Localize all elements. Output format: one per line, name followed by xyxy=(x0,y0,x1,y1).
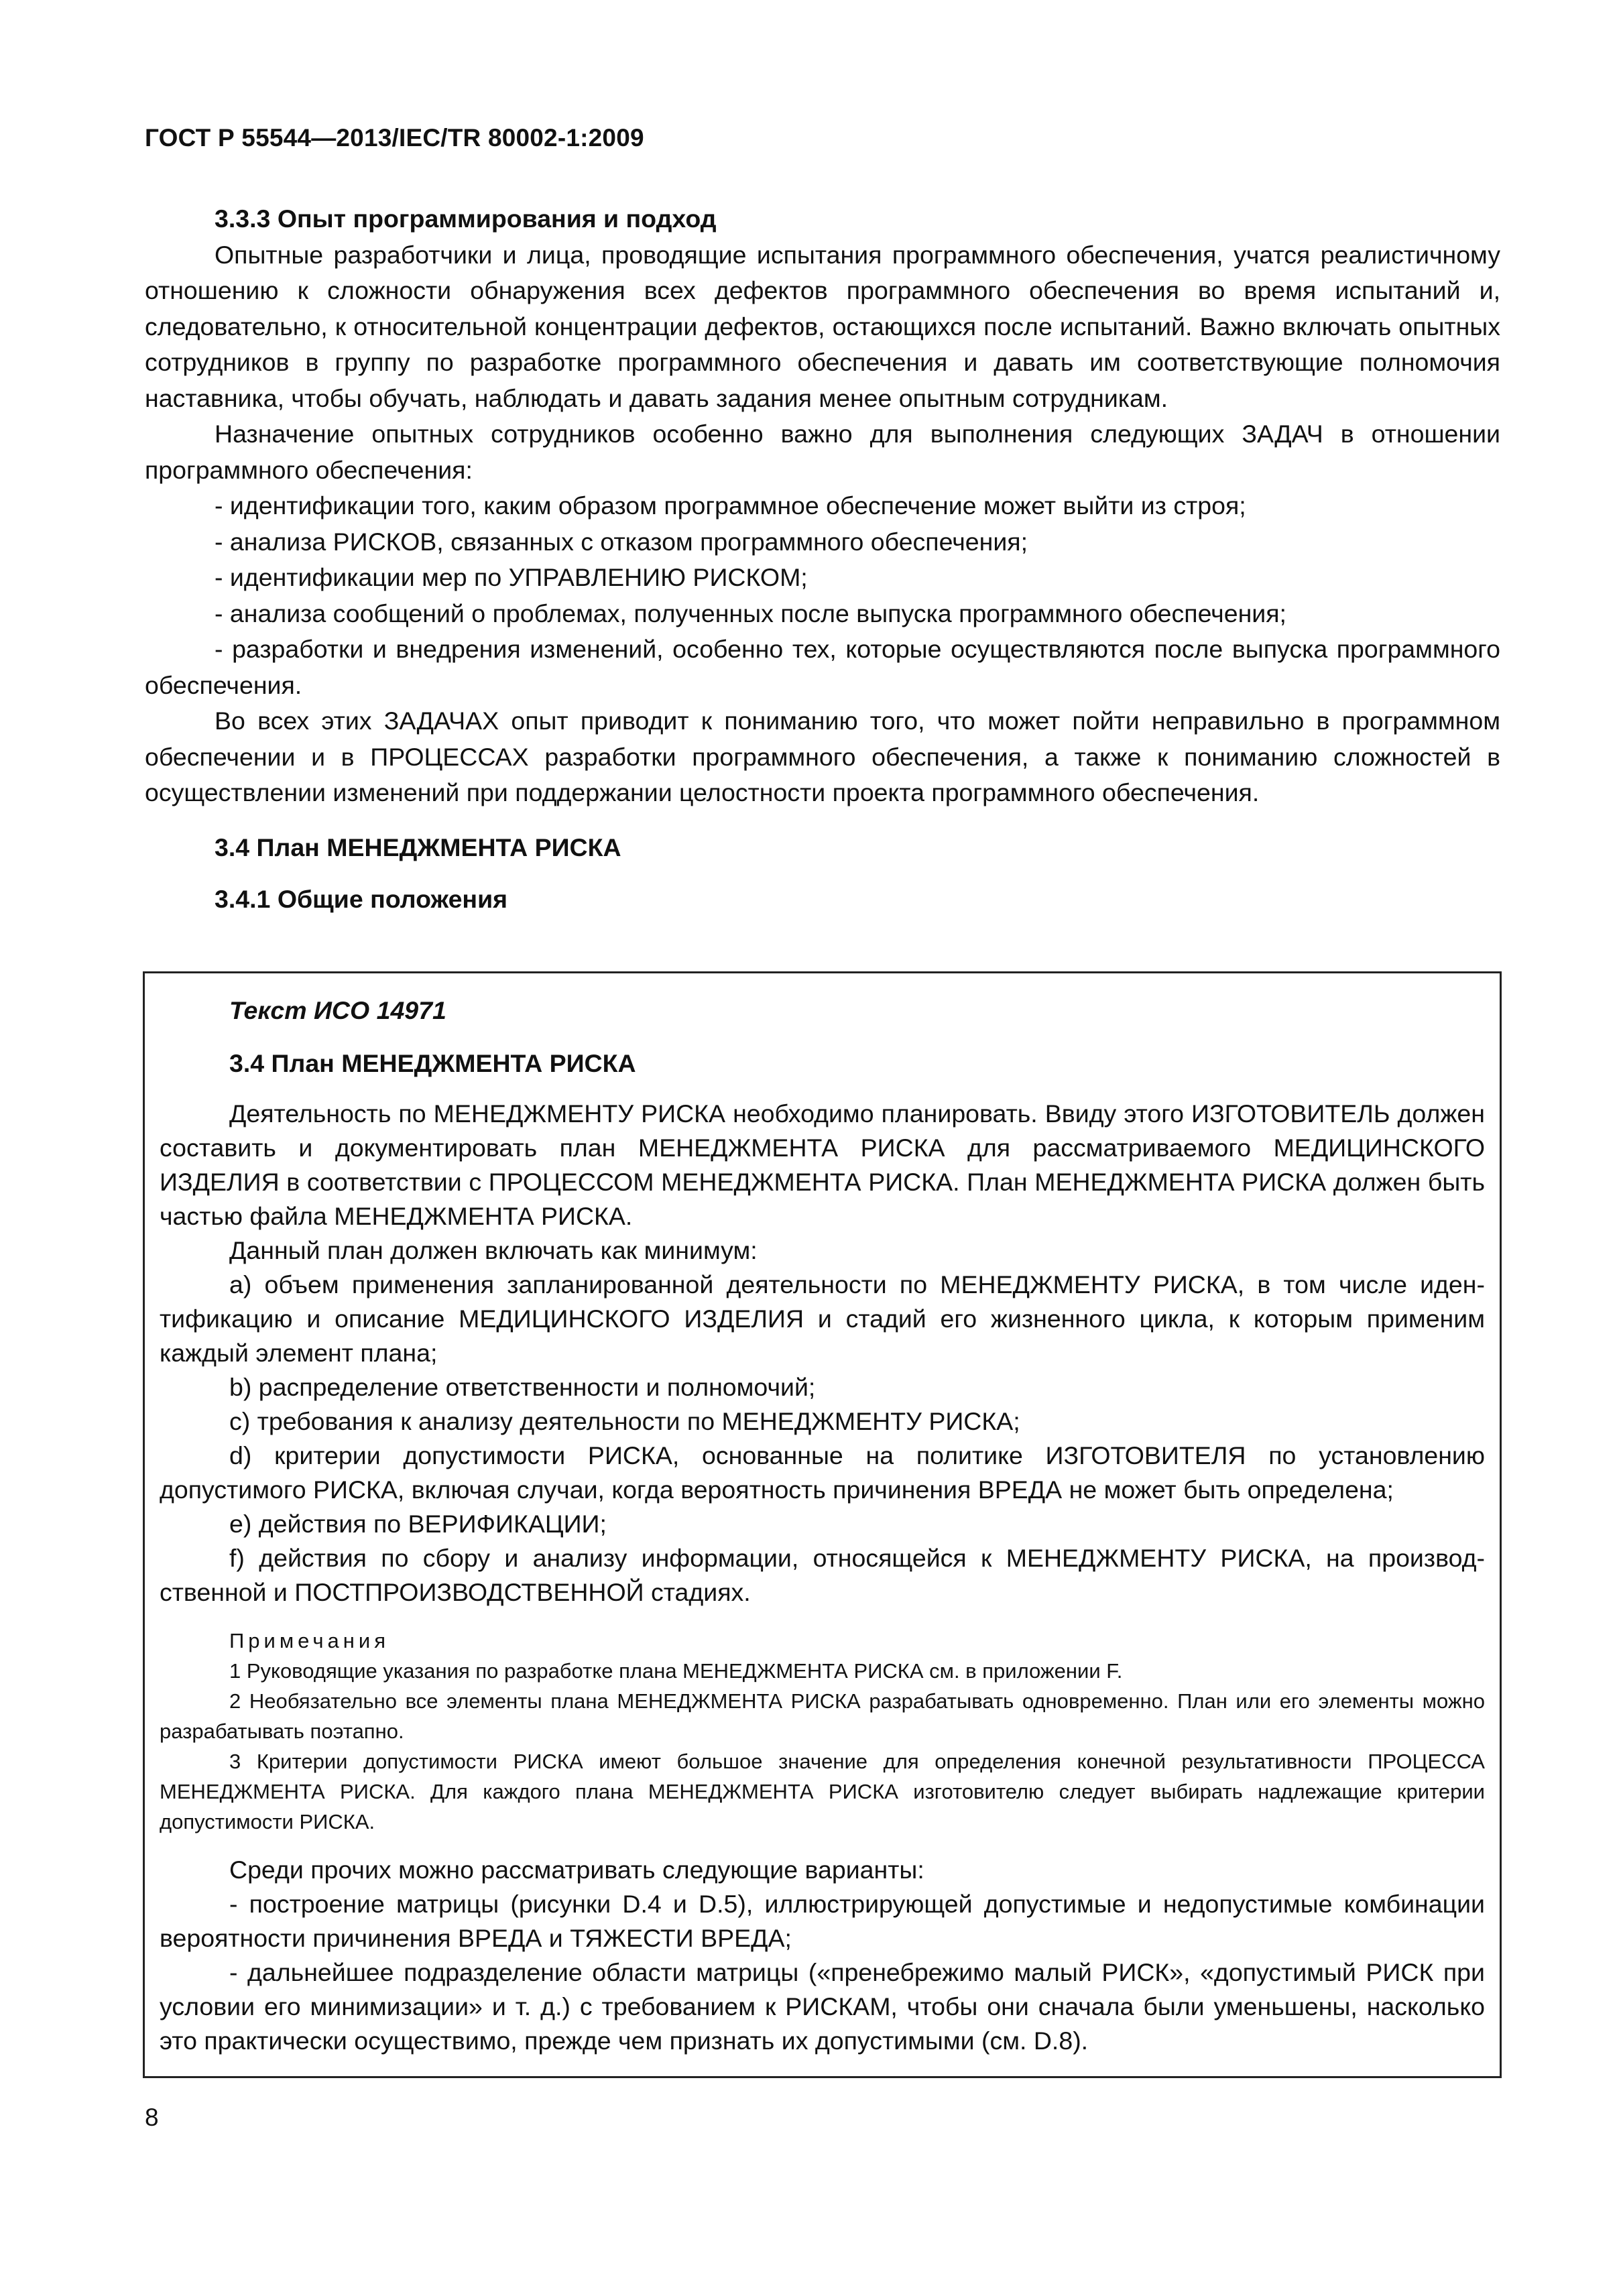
box-label: Текст ИСО 14971 xyxy=(229,996,446,1024)
box-paragraph: Деятельность по МЕНЕДЖМЕНТУ РИСКА необходимо планировать. Ввиду этого ИЗГОТОВИТЕЛЬ должен составить и документировать план МЕНЕДЖМЕНТА РИСКА для рассматриваемого МЕДИЦИНСКОГО ИЗДЕЛИЯ в соответствии с ПРОЦЕССОМ МЕНЕДЖМЕНТА РИСКА. План МЕНЕДЖМЕНТА РИСКА должен быть частью файла МЕНЕДЖМЕНТА РИСКА. xyxy=(160,1099,1485,1230)
box-paragraph: Среди прочих можно рассматривать следующие варианты: xyxy=(229,1856,924,1884)
section-heading-3-3-3: 3.3.3 Опыт программирования и подход xyxy=(215,204,717,233)
box-paragraph: Данный план должен включать как минимум: xyxy=(229,1236,758,1264)
list-item: - анализа РИСКОВ, связанных с отказом программного обеспечения; xyxy=(215,527,1028,556)
section-heading-3-4: 3.4 План МЕНЕДЖМЕНТА РИСКА xyxy=(215,833,621,861)
note-item: 3 Критерии допустимости РИСКА имеют большое значение для определения конечной результативности ПРОЦЕССА МЕНЕДЖМЕНТА РИСКА. Для каждого плана МЕНЕДЖМЕНТА РИСКА изготовителю следует выбирать надлежащие критерии допустимости РИСКА. xyxy=(160,1750,1485,1833)
box-option-item: - построение матрицы (рисунки D.4 и D.5), иллюстрирующей допустимые и недопустимые комбинации вероятности причинения ВРЕДА и ТЯЖЕСТИ ВРЕДА; xyxy=(160,1890,1485,1952)
document-header: ГОСТ Р 55544—2013/IEC/TR 80002-1:2009 xyxy=(145,124,644,152)
box-list-item: e) действия по ВЕРИФИКАЦИИ; xyxy=(229,1510,607,1538)
main-content xyxy=(145,201,1500,918)
box-option-item: - дальнейшее подразделение области матрицы («пренебрежимо малый РИСК», «допустимый РИСК при условии его минимизации» и т. д.) с требованием к РИСКАМ, чтобы они сначала были уменьшены, насколько это практически осуществимо, прежде чем признать их допустимыми (см. D.8). xyxy=(160,1958,1485,2055)
section-heading-3-4-1: 3.4.1 Общие положения xyxy=(215,885,508,913)
note-item: 1 Руководящие указания по разработке плана МЕНЕДЖМЕНТА РИСКА см. в приложении F. xyxy=(229,1659,1123,1683)
list-item: - анализа сообщений о проблемах, полученных после выпуска программного обеспечения; xyxy=(215,599,1286,627)
box-heading: 3.4 План МЕНЕДЖМЕНТА РИСКА xyxy=(229,1049,636,1077)
box-list-item: d) критерии допустимости РИСКА, основанные на политике ИЗГОТОВИТЕЛЯ по установлению допустимого РИСКА, включая случаи, когда вероятность причинения ВРЕДА не может быть определена; xyxy=(160,1441,1485,1504)
box-list-item: a) объем применения запланированной деятельности по МЕНЕДЖМЕНТУ РИСКА, в том числе идентификацию и описание МЕДИЦИНСКОГО ИЗДЕЛИЯ и стадий его жизненного цикла, к которым применим каждый элемент плана; xyxy=(160,1270,1485,1367)
paragraph: Опытные разработчики и лица, проводящие испытания программного обеспечения, учатся реалистичному отношению к сложности обнаружения всех дефектов программного обеспечения во время испытаний и, следовательно, к относительной концентрации дефектов, остающихся после испытаний. Важно включать опытных сотрудников в группу по разработке программного обеспечения и давать им соответствующие полномочия наставника, чтобы обучать, наблюдать и давать задания менее опытным сотрудникам. xyxy=(145,240,1500,412)
box-list-item: f) действия по сбору и анализу информации, относящейся к МЕНЕДЖМЕНТУ РИСКА, на производственной и ПОСТПРОИЗВОДСТВЕННОЙ стадиях. xyxy=(160,1544,1485,1606)
paragraph: Назначение опытных сотрудников особенно важно для выполнения следующих ЗАДАЧ в отношении программного обеспечения: xyxy=(145,420,1500,484)
box-list-item: c) требования к анализу деятельности по МЕНЕДЖМЕНТУ РИСКА; xyxy=(229,1407,1020,1435)
list-item: - разработки и внедрения изменений, особенно тех, которые осуществляются после выпуска программного обеспечения. xyxy=(145,635,1500,699)
list-item: - идентификации мер по УПРАВЛЕНИЮ РИСКОМ; xyxy=(215,563,808,591)
iso-quote-box xyxy=(143,971,1502,2078)
notes-title: Примечания xyxy=(229,1629,389,1652)
notes-block xyxy=(160,1626,1485,1837)
list-item: - идентификации того, каким образом программное обеспечение может выйти из строя; xyxy=(215,491,1246,520)
box-list-item: b) распределение ответственности и полномочий; xyxy=(229,1373,816,1401)
paragraph: Во всех этих ЗАДАЧАХ опыт приводит к пониманию того, что может пойти неправильно в программном обеспечении и в ПРОЦЕССАХ разработки программного обеспечения, а также к пониманию сложностей в осуществлении изменений при поддержании целостности проекта программного обеспечения. xyxy=(145,707,1500,806)
note-item: 2 Необязательно все элементы плана МЕНЕДЖМЕНТА РИСКА разрабатывать одновременно. План или его элементы можно разрабатывать поэтапно. xyxy=(160,1689,1485,1743)
page-number: 8 xyxy=(145,2104,159,2131)
